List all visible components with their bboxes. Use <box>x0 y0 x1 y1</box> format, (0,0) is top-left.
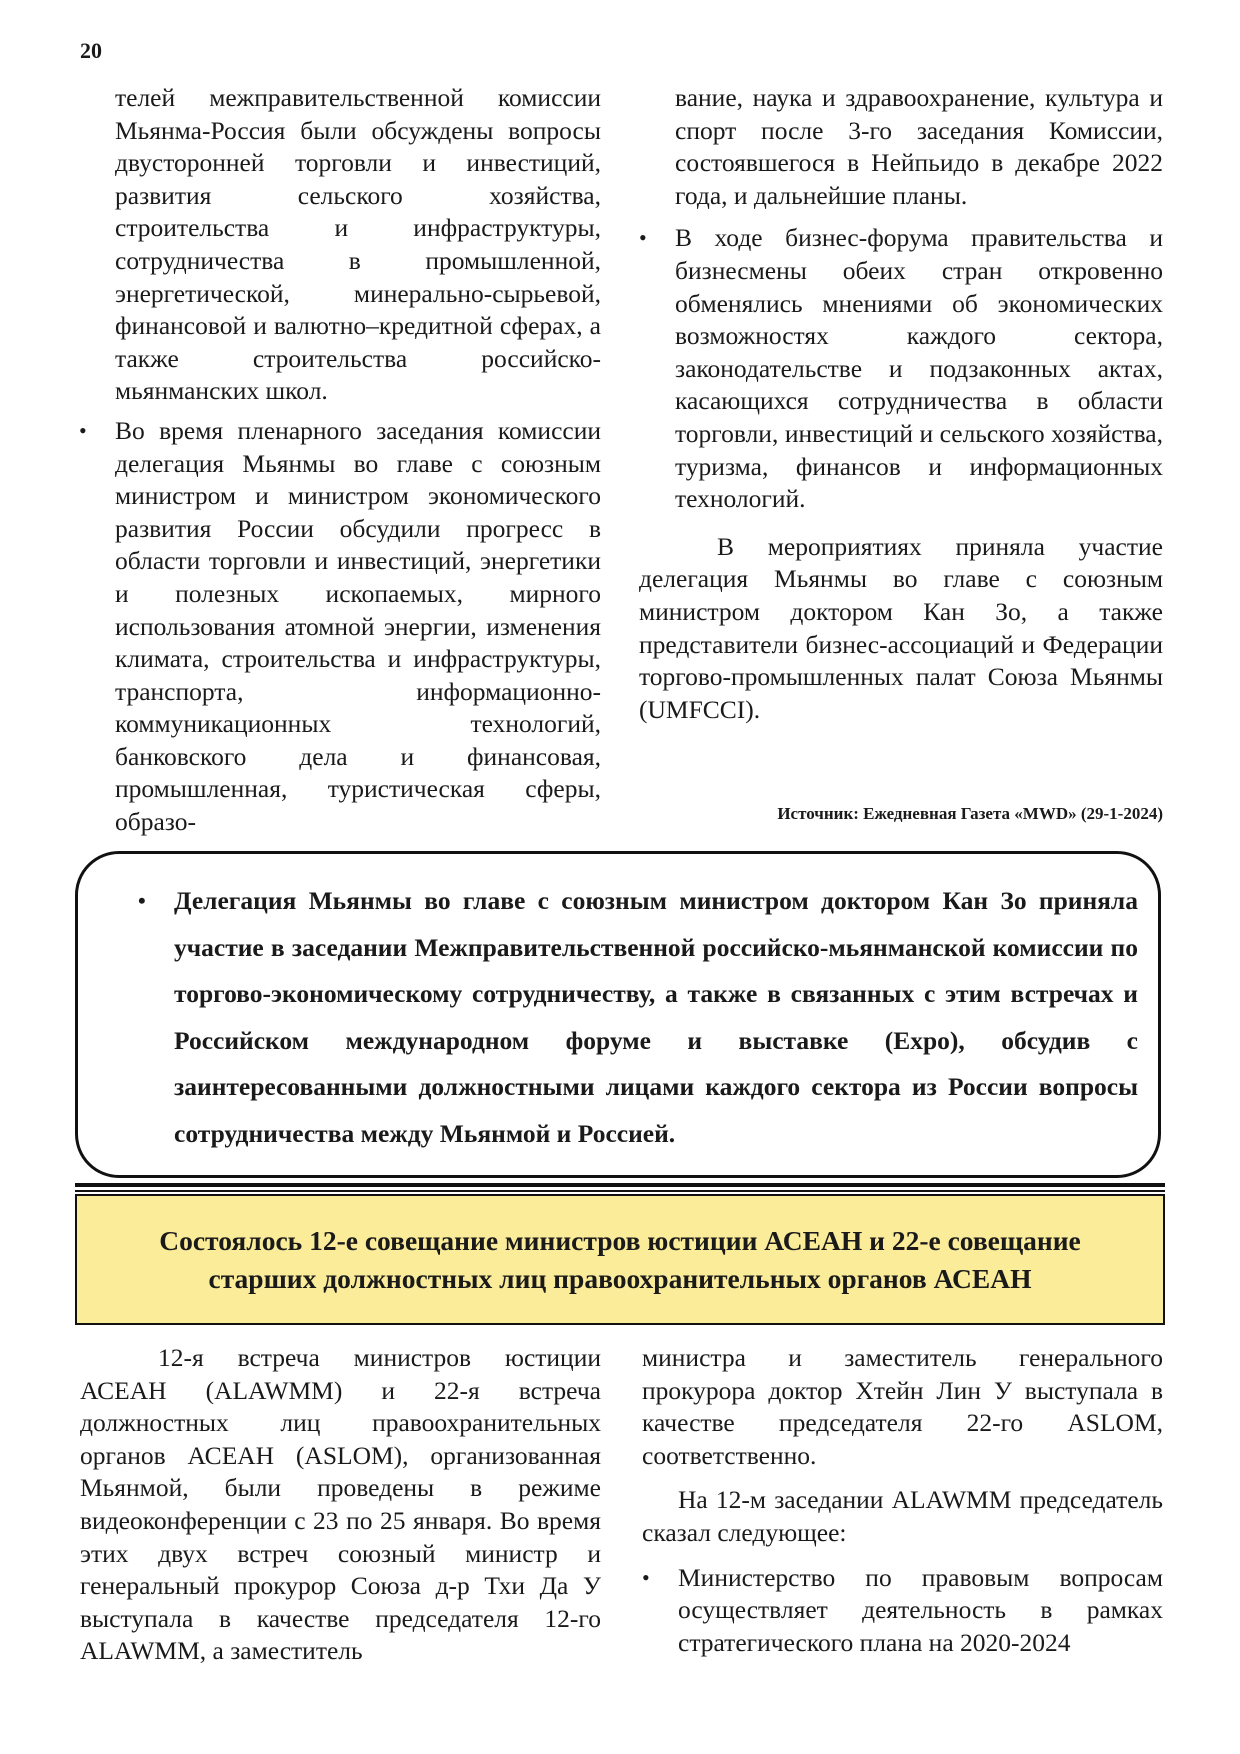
article-headline-box <box>75 1194 1165 1325</box>
bullet-list <box>639 222 1163 515</box>
bottom-right-column <box>642 1342 1163 1659</box>
paragraph: В мероприятиях приняла участие делегация Мьянмы во главе с союзным министром доктором Кан Зо, а также представители бизнес-ассоциаций и Федерации торгово-промышленных палат Союза Мьянмы (UMFCCI). <box>639 531 1163 724</box>
bullet-list <box>642 1562 1163 1660</box>
callout-text: • Делегация Мьянмы во главе с союзным министром доктором Кан Зо приняла участие в заседании Межправительственной российско-мьянманской комиссии по торгово-экономическому сотрудничеству, а также в связанных с этим встречах и Российском международном форуме и выставке (Expo), обсудив с заинтересованными должностными лицами каждого сектора из России вопросы сотрудничества между Мьянмой и Россией. <box>138 878 1138 1157</box>
list-item: • В ходе бизнес-форума правительства и бизнесмены обеих стран откровенно обменялись мнениями об экономических возможностях каждого сектора, законодательстве и подзаконных актах, касающихся сотрудничества в области торговли, инвестиций и сельского хозяйства, туризма, финансов и информационных технологий. <box>639 222 1163 515</box>
continued-paragraph: министра и заместитель генерального прокурора доктор Хтейн Лин У выступала в качестве председателя 22-го ASLOM, соответственно. <box>642 1343 1163 1470</box>
paragraph: На 12-м заседании ALAWMM председатель сказал следующее: <box>642 1485 1163 1547</box>
divider-rule <box>75 1190 1165 1192</box>
top-right-column <box>639 82 1163 726</box>
divider-rule <box>75 1183 1165 1187</box>
headline-line-1: Состоялось 12-е совещание министров юстиции АСЕАН и 22-е совещание <box>159 1224 1081 1256</box>
top-left-column <box>115 82 601 839</box>
callout-box <box>75 851 1161 1178</box>
article-headline <box>159 1222 1081 1298</box>
continued-paragraph: вание, наука и здравоохранение, культура и спорт после 3-го заседания Комиссии, состоявшегося в Нейпьидо в декабре 2022 года, и дальнейшие планы. <box>675 83 1163 210</box>
page-number: 20 <box>80 38 102 63</box>
bullet-list <box>79 415 601 839</box>
continued-paragraph: телей межправительственной комиссии Мьянма-Россия были обсуждены вопросы двусторонней торговли и инвестиций, развития сельского хозяйства, строительства и инфраструктуры, сотрудничества в промышленной, энергетической, минерально-сырьевой, финансовой и валютно–кредитной сферах, а также строительства российско-мьянманских школ. <box>115 83 601 406</box>
list-item: • Во время пленарного заседания комиссии делегация Мьянмы во главе с союзным министром и министром экономического развития России обсудили прогресс в области торговли и инвестиций, энергетики и полезных ископаемых, мирного использования атомной энергии, изменения климата, строительства и инфраструктуры, транспорта, информационно-коммуникационных технологий, банковского дела и финансовая, промышленная, туристическая сферы, образо- <box>79 415 601 839</box>
headline-line-2: старших должностных лиц правоохранительных органов АСЕАН <box>208 1262 1032 1294</box>
bottom-left-column <box>80 1342 601 1668</box>
list-item: • Министерство по правовым вопросам осуществляет деятельность в рамках стратегического плана на 2020-2024 <box>642 1562 1163 1660</box>
source-credit: Источник: Ежедневная Газета «MWD» (29-1-2024) <box>777 804 1163 823</box>
paragraph: 12-я встреча министров юстиции АСЕАН (ALAWMM) и 22-я встреча должностных лиц правоохранительных органов АСЕАН (ASLOM), организованная Мьянмой, были проведены в режиме видеоконференции с 23 по 25 января. Во время этих двух встреч союзный министр и генеральный прокурор Союза д-р Тхи Да У выступала в качестве председателя 12-го ALAWMM, а заместитель <box>80 1343 601 1666</box>
